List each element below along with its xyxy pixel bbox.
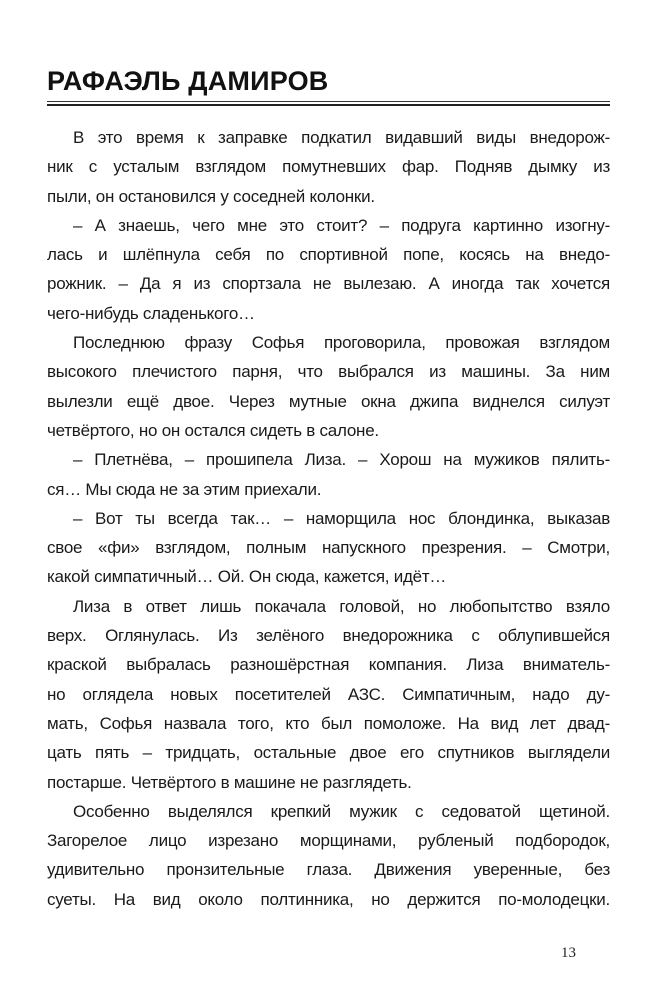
text-line: – А знаешь, чего мне это стоит? – подруга картинно изогну- <box>73 215 610 235</box>
paragraph <box>47 445 610 504</box>
body-text <box>47 123 610 914</box>
text-line: ся… Мы сюда не за этим приехали. <box>47 479 322 499</box>
text-line: краской выбралась разношёрстная компания. Лиза вниматель- <box>47 655 610 675</box>
text-line: пыли, он остановился у соседней колонки. <box>47 186 375 206</box>
author-name: РАФАЭЛЬ ДАМИРОВ <box>47 66 329 96</box>
page-number: 13 <box>561 945 576 961</box>
text-line: цать пять – тридцать, остальные двое его спутников выглядели <box>47 743 610 763</box>
paragraph <box>47 504 610 592</box>
text-line: ник с усталым взглядом помутневших фар. Подняв дымку из <box>47 157 610 177</box>
text-line: В это время к заправке подкатил видавший виды внедорож- <box>73 128 610 147</box>
text-line: чего-нибудь сладенького… <box>47 303 255 323</box>
text-line: Лиза в ответ лишь покачала головой, но любопытство взяло <box>73 596 610 616</box>
text-line: мать, Софья назвала того, кто был помоложе. На вид лет двад- <box>47 713 610 733</box>
text-line: лась и шлёпнула себя по спортивной попе, косясь на внедо- <box>47 245 610 265</box>
text-line: суеты. На вид около полтинника, но держится по-молодецки. <box>47 889 610 909</box>
paragraph <box>47 123 610 211</box>
paragraph <box>47 592 610 797</box>
text-line: – Плетнёва, – прошипела Лиза. – Хорош на мужиков пялить- <box>73 450 610 470</box>
text-line: вылезли ещё двое. Через мутные окна джипа виднелся силуэт <box>47 391 610 411</box>
text-line: высокого плечистого парня, что выбрался из машины. За ним <box>47 362 610 382</box>
text-line: – Вот ты всегда так… – наморщила нос блондинка, выказав <box>73 508 610 528</box>
text-line: Загорелое лицо изрезано морщинами, рубленый подбородок, <box>47 831 610 851</box>
paragraph <box>47 797 610 914</box>
header-divider <box>47 101 610 106</box>
text-line: Последнюю фразу Софья проговорила, провожая взглядом <box>73 333 610 353</box>
text-line: постарше. Четвёртого в машине не разглядеть. <box>47 772 412 792</box>
text-line: удивительно пронзительные глаза. Движения уверенные, без <box>47 860 610 880</box>
text-line: верх. Оглянулась. Из зелёного внедорожника с облупившейся <box>47 626 610 646</box>
paragraph <box>47 211 610 328</box>
text-line: Особенно выделялся крепкий мужик с седоватой щетиной. <box>73 801 610 821</box>
text-line: какой симпатичный… Ой. Он сюда, кажется, идёт… <box>47 567 447 587</box>
text-line: рожник. – Да я из спортзала не вылезаю. А иногда так хочется <box>47 274 610 294</box>
text-line: свое «фи» взглядом, полным напускного презрения. – Смотри, <box>47 538 610 558</box>
text-line: четвёртого, но он остался сидеть в салоне. <box>47 420 379 440</box>
paragraph <box>47 328 610 445</box>
text-line: но оглядела новых посетителей АЗС. Симпатичным, надо ду- <box>47 684 610 704</box>
